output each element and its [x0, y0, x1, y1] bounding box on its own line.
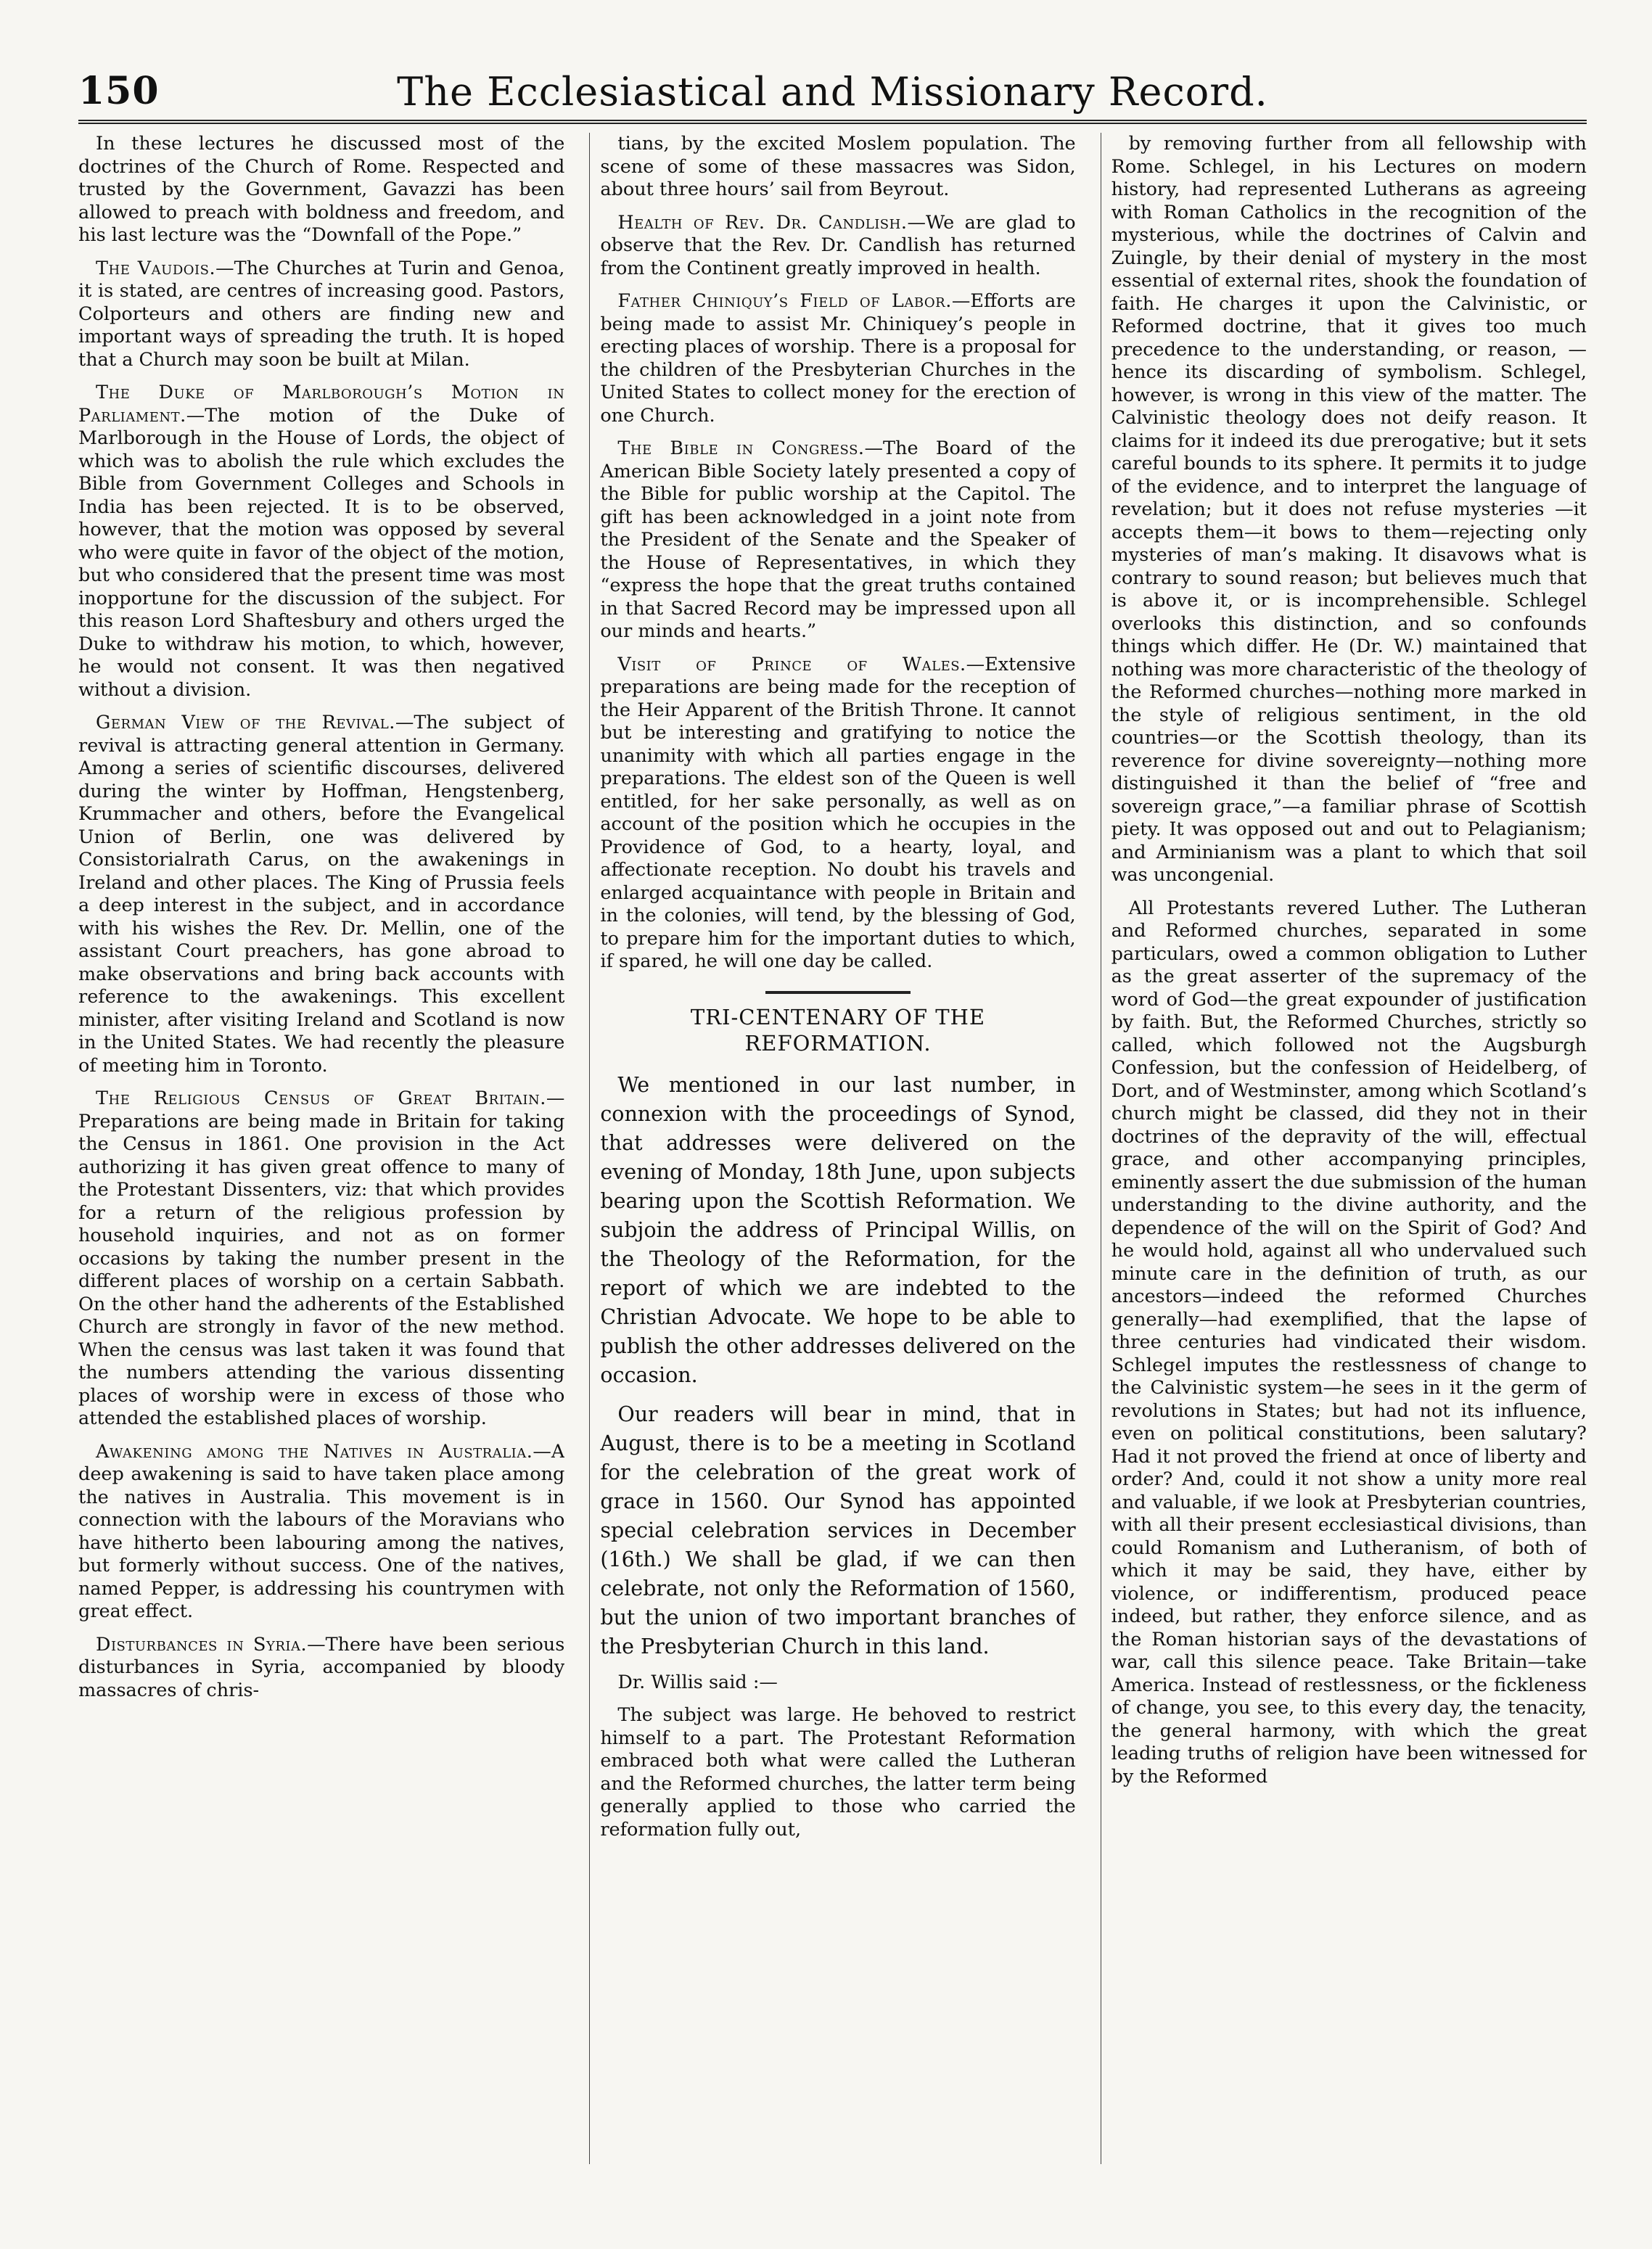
paragraph — [78, 1441, 564, 1624]
paragraph-text: Our readers will bear in mind, that in August, there is to be a meeting in Scotland for the celebration of the great work of grace in 1560. Our Synod has appointed special celebration services in December (16th.) We shall be glad, if we can then celebrate, not only the Reformation of 1560, but the union of two important branches of the Presbyterian Church in this land. — [600, 1402, 1076, 1658]
paragraph — [78, 1088, 564, 1431]
paragraph-text: —Preparations are being made in Britain for taking the Census in 1861. One provision in the Act authorizing it has given great offence to many of the Protestant Dissenters, viz: that which provides for a return of the religious profession by household inquiries, and not as on former occasions by taking the number present in the different places of worship on a certain Sabbath. On the other hand the adherents of the Established Church are strongly in favor of the new method. When the census was last taken it was found that the numbers attending the various dissenting places of worship were in excess of those who attended the established places of worship. — [78, 1088, 565, 1429]
paragraph — [1111, 897, 1587, 1789]
paragraph — [600, 133, 1075, 202]
paragraph — [600, 437, 1075, 644]
section-head: The Bible in Congress. — [617, 437, 865, 459]
page-number: 150 — [78, 69, 160, 113]
paragraph — [78, 1634, 564, 1703]
paragraph — [600, 654, 1075, 974]
paragraph — [600, 1704, 1075, 1841]
paragraph — [600, 1400, 1075, 1661]
article-body — [600, 1071, 1075, 1661]
column-2 — [589, 133, 1075, 2164]
paragraph-text: All Protestants revered Luther. The Lutheran and Reformed churches, separated in some particulars, owed a common obligation to Luther as the great asserter of the supremacy of the word of God—the great expounder of justification by faith. But, the Reformed Churches, strictly so called, which followed not the Augsburgh Confession, but the confession of Heidelberg, of Dort, and of Westminster, among which Scotland’s church might be classed, did they not in their doctrines of the depravity of the will, effectual grace, and other accompanying principles, eminently assert the due submission of the human understanding to the divine authority, and the dependence of the will on the Spirit of God? And he would hold, against all who undervalued such minute care in the definition of truth, as our ancestors—indeed the reformed Churches generally—had exemplified, that the lapse of three centuries had vindicated their wisdom. Schlegel imputes the restlessness of change to the Calvinistic system—he sees in it the germ of revolutions in States; but had not its influence, even on political constitutions, been salutary? Had it not proved the friend at once of liberty and order? And, could it not show a unity more real and valuable, if we look at Presbyterian countries, with all their present ecclesiastical divisions, than could Romanism and Lutheranism, of both of which it may be said, they have, either by violence, or indifferentism, produced peace indeed, but rather, they enforce silence, and as the Roman historian says of the devastations of war, call this silence peace. Take Britain—take America. Instead of restlessness, or the fickleness of change, you see, to this every day, the tenacity, the general harmony, with which the great leading truths of religion have been witnessed for by the Reformed — [1111, 897, 1587, 1788]
paragraph — [78, 133, 564, 247]
section-head: German View of the Revival. — [96, 712, 395, 733]
column-1 — [78, 133, 564, 2164]
paragraph-text: Dr. Willis said :— — [617, 1671, 778, 1693]
paragraph — [78, 382, 564, 702]
paragraph-text: by removing further from all fellowship with Rome. Schlegel, in his Lectures on modern history, had represented Lutherans as agreeing with Roman Catholics in the recognition of the mysterious, while the doctrines of Calvin and Zuingle, by their denial of mystery in the most essential of external rites, shook the foundation of faith. He charges it upon the Calvinistic, or Reformed doctrine, that it gives too much precedence to the understanding, or reason, —hence its discarding of symbolism. Schlegel, however, is wrong in this view of the matter. The Calvinistic theology does not deify reason. It claims for it indeed its due prerogative; but it sets careful bounds to its sphere. It permits it to judge of the evidence, and to interpret the language of revelation; but it does not refuse mysteries —it accepts them—it bows to them—rejecting only mysteries of man’s making. It disavows what is contrary to sound reason; but believes much that is above it, or is incomprehensible. Schlegel overlooks this distinction, and so confounds things which differ. He (Dr. W.) maintained that nothing was more characteristic of the theology of the Reformed churches—nothing more marked in the style of religious sentiment, in the old countries—or the Scottish theology, than its reverence for divine sovereignty—nothing more distinguished it than the belief of “free and sovereign grace,”—a familiar phrase of Scottish piety. It was opposed out and out to Pelagianism; and Arminianism was a plant to which that soil was uncongenial. — [1111, 133, 1587, 886]
paragraph — [78, 712, 564, 1077]
paragraph-text: —The Board of the American Bible Society lately presented a copy of the Bible for public worship at the Capitol. The gift has been acknowledged in a joint note from the President of the Senate and the Speaker of the House of Representatives, in which they “express the hope that the great truths contained in that Sacred Record may be impressed upon all our minds and hearts.” — [600, 437, 1076, 642]
section-head: Father Chiniquy’s Field of Labor. — [617, 290, 952, 312]
section-head: Visit of Prince of Wales. — [617, 653, 966, 675]
paragraph-text: —The subject of revival is attracting general attention in Germany. Among a series of scientific discourses, delivered during the winter by Hoffman, Hengstenberg, Krummacher and others, before the Evangelical Union of Berlin, one was delivered by Consistorialrath Carus, on the awakenings in Ireland and other places. The King of Prussia feels a deep interest in the subject, and in accordance with his wishes the Rev. Dr. Mellin, one of the assistant Court preachers, has gone abroad to make observations and bring back accounts with reference to the awakenings. This excellent minister, after visiting Ireland and Scotland is now in the United States. We had recently the pleasure of meeting him in Toronto. — [78, 712, 565, 1077]
paragraph — [1111, 133, 1587, 887]
paragraph-text: —A deep awakening is said to have taken place among the natives in Australia. This movement is in connection with the labours of the Moravians who have hitherto been labouring among the natives, but formerly without success. One of the natives, named Pepper, is addressing his countrymen with great effect. — [78, 1440, 565, 1622]
paragraph-text: —The Churches at Turin and Genoa, it is stated, are centres of increasing good. Pastors, Colporteurs and others are finding new and important ways of spreading the truth. It is hoped that a Church may soon be built at Milan. — [78, 257, 565, 371]
section-divider — [765, 991, 911, 994]
paragraph — [78, 258, 564, 372]
page-header — [78, 69, 1587, 124]
running-title: The Ecclesiastical and Missionary Record. — [397, 69, 1268, 115]
paragraph-text: —Extensive preparations are being made for the reception of the Heir Apparent of the British Throne. It cannot but be interesting and gratifying to notice the unanimity with which all parties engage in the preparations. The eldest son of the Queen is well entitled, for her sake personally, as well as on account of the position which he occupies in the Providence of God, to a hearty, loyal, and affectionate reception. No doubt his travels and enlarged acquaintance with people in Britain and in the colonies, will tend, by the blessing of God, to prepare him for the important duties to which, if spared, he will one day be called. — [600, 653, 1076, 972]
section-head: The Vaudois. — [96, 257, 216, 279]
paragraph — [600, 1071, 1075, 1390]
column-3 — [1101, 133, 1587, 2164]
paragraph-text: tians, by the excited Moslem population. The scene of some of these massacres was Sidon, about three hours’ sail from Beyrout. — [600, 133, 1076, 200]
paragraph-text: —The motion of the Duke of Marlborough in the House of Lords, the object of which was to abolish the rule which excludes the Bible from Government Colleges and Schools in India has been rejected. It is to be observed, however, that the motion was opposed by several who were quite in favor of the object of the motion, but who considered that the present time was most inopportune for the discussion of the subject. For this reason Lord Shaftesbury and others urged the Duke to withdraw his motion, to which, however, he would not consent. It was then negatived without a division. — [78, 404, 565, 701]
section-head: Awakening among the Natives in Australia. — [96, 1440, 533, 1463]
paragraph-text: In these lectures he discussed most of the doctrines of the Church of Rome. Respected and trusted by the Government, Gavazzi has been allowed to preach with boldness and freedom, and his last lecture was the “Downfall of the Pope.” — [78, 133, 565, 246]
paragraph — [600, 212, 1075, 281]
paragraph-text: The subject was large. He behoved to restrict himself to a part. The Protestant Reformation embraced both what were called the Lutheran and the Reformed churches, the latter term being generally applied to those who carried the reformation fully out, — [600, 1704, 1076, 1841]
article-heading: TRI-CENTENARY OF THE REFORMATION. — [690, 1004, 986, 1056]
paragraph-text: —We are glad to observe that the Rev. Dr. Candlish has returned from the Continent greatly improved in health. — [600, 211, 1076, 279]
section-head: Health of Rev. Dr. Candlish. — [617, 211, 908, 234]
section-head: Disturbances in Syria. — [96, 1633, 308, 1656]
text-columns — [78, 133, 1587, 2164]
section-head: The Duke of Marlborough’s Motion in Parliament. — [78, 382, 565, 427]
section-head: The Religious Census of Great Britain. — [96, 1088, 546, 1109]
paragraph-text: —Efforts are being made to assist Mr. Chiniquey’s people in erecting places of worship. There is a proposal for the children of the Presbyterian Churches in the United States to collect money for the erection of one Church. — [600, 290, 1076, 427]
paragraph — [600, 290, 1075, 427]
paragraph-text: —There have been serious disturbances in Syria, accompanied by bloody massacres of chris- — [78, 1633, 565, 1701]
paragraph-text: We mentioned in our last number, in connexion with the proceedings of Synod, that addresses were delivered on the evening of Monday, 18th June, upon subjects bearing upon the Scottish Reformation. We subjoin the address of Principal Willis, on the Theology of the Reformation, for the report of which we are indebted to the Christian Advocate. We hope to be able to publish the other addresses delivered on the occasion. — [600, 1072, 1076, 1387]
paragraph — [600, 1672, 1075, 1695]
